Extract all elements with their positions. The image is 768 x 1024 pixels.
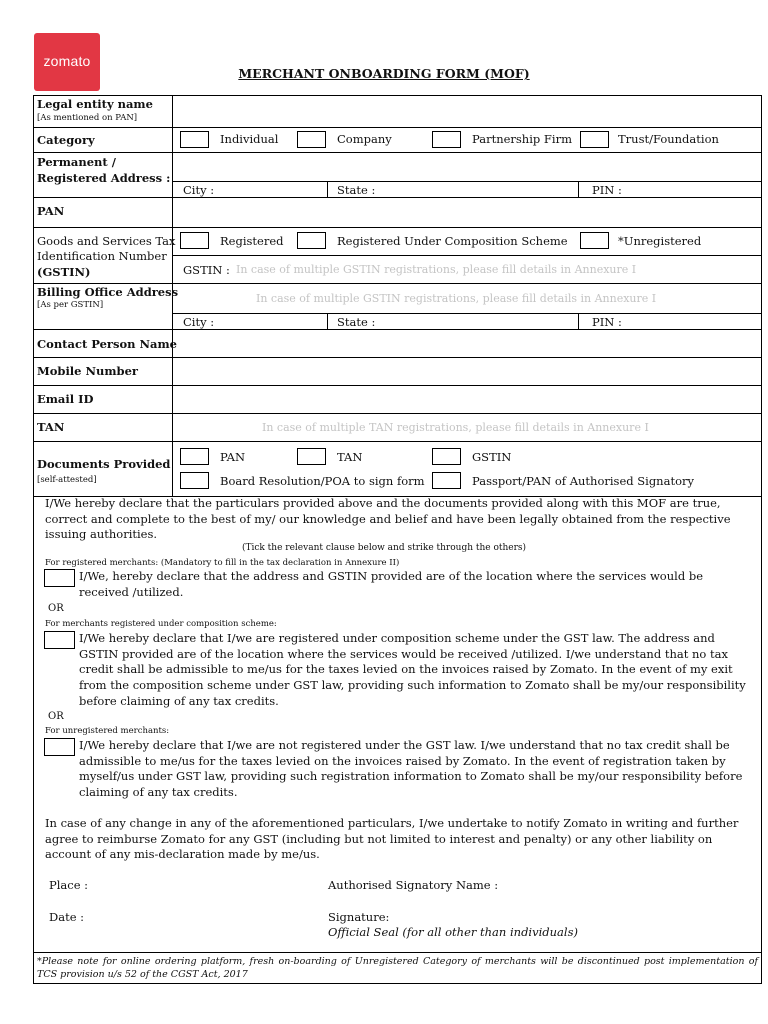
category-label: Category xyxy=(37,133,95,147)
tick-instruction: (Tick the relevant clause below and strike through the others) xyxy=(241,543,527,553)
official-seal-label: Official Seal (for all other than individuals) xyxy=(328,925,578,939)
email-field[interactable] xyxy=(174,387,760,411)
category-trust-checkbox[interactable] xyxy=(580,131,609,148)
email-label: Email ID xyxy=(37,392,94,406)
category-option-label: Individual xyxy=(220,132,279,146)
address-field[interactable] xyxy=(174,154,760,180)
address-cell-divider xyxy=(327,181,328,197)
address-label: Permanent / xyxy=(37,155,116,169)
address-cell-divider xyxy=(578,181,579,197)
category-partnership-checkbox[interactable] xyxy=(432,131,461,148)
gst-option-label: *Unregistered xyxy=(618,234,702,248)
gst-subrow-divider xyxy=(172,255,762,256)
declaration-intro: I/We hereby declare that the particulars provided above and the documents provided along with this MOF are true, correct and complete to the best of my/ our knowledge and belief and have been legally obtained from the respective issuing authorities. xyxy=(45,496,731,542)
row-divider xyxy=(33,227,762,228)
address-label: Registered Address : xyxy=(37,171,171,185)
pan-field[interactable] xyxy=(174,199,760,225)
billing-cell-divider xyxy=(327,313,328,329)
doc-passport-checkbox[interactable] xyxy=(432,472,461,489)
documents-sublabel: [self-attested] xyxy=(37,475,97,485)
gst-registered-checkbox[interactable] xyxy=(180,232,209,249)
pan-label: PAN xyxy=(37,204,65,218)
billing-label: Billing Office Address xyxy=(37,285,179,299)
gst-label: Identification Number xyxy=(37,249,167,263)
doc-gstin-checkbox[interactable] xyxy=(432,448,461,465)
doc-pan-checkbox[interactable] xyxy=(180,448,209,465)
footnote: *Please note for online ordering platform, fresh on-boarding of Unregistered Category of merchants will be discontinued post implementation of TCS provision u/s 52 of the CGST Act, 2017 xyxy=(37,956,758,980)
address-subrow-divider xyxy=(172,181,762,182)
row-divider xyxy=(33,385,762,386)
category-option-label: Partnership Firm xyxy=(472,132,572,146)
tan-input[interactable]: In case of multiple TAN registrations, please fill details in Annexure I xyxy=(262,421,649,434)
gst-composition-checkbox[interactable] xyxy=(297,232,326,249)
doc-option-label: Board Resolution/POA to sign form xyxy=(220,474,425,488)
address-state-label: State : xyxy=(337,183,376,197)
composition-declaration-checkbox[interactable] xyxy=(44,631,75,649)
gst-option-label: Registered xyxy=(220,234,284,248)
doc-tan-checkbox[interactable] xyxy=(297,448,326,465)
signatory-name-label: Authorised Signatory Name : xyxy=(328,878,499,892)
address-city-label: City : xyxy=(183,183,215,197)
contact-person-field[interactable] xyxy=(174,331,760,355)
row-divider xyxy=(33,152,762,153)
row-divider xyxy=(33,197,762,198)
zomato-logo: zomato xyxy=(34,33,100,91)
legal-entity-sublabel: [As mentioned on PAN] xyxy=(37,113,138,123)
row-divider xyxy=(33,441,762,442)
unregistered-declaration-text: I/We hereby declare that I/we are not registered under the GST law. I/we understand that no tax credit shall be admissible to me/us for the taxes levied on the invoices raised by Zomato. In the event of registration taken by myself/us under GST law, providing such registration information to Zomato shall be my/our responsibility before claiming of any tax credits. xyxy=(79,738,743,800)
gst-option-label: Registered Under Composition Scheme xyxy=(337,234,568,248)
billing-city-label: City : xyxy=(183,315,215,329)
billing-state-label: State : xyxy=(337,315,376,329)
category-option-label: Trust/Foundation xyxy=(618,132,719,146)
or-separator: OR xyxy=(48,711,64,722)
gst-label: Goods and Services Tax xyxy=(37,234,176,248)
category-option-label: Company xyxy=(337,132,392,146)
legal-entity-label: Legal entity name xyxy=(37,97,153,111)
billing-cell-divider xyxy=(578,313,579,329)
tan-label: TAN xyxy=(37,420,65,434)
documents-label: Documents Provided xyxy=(37,457,171,471)
unregistered-declaration-checkbox[interactable] xyxy=(44,738,75,756)
doc-option-label: Passport/PAN of Authorised Signatory xyxy=(472,474,694,488)
contact-person-label: Contact Person Name xyxy=(37,337,177,351)
composition-merchants-heading: For merchants registered under composition scheme: xyxy=(45,619,277,629)
date-label: Date : xyxy=(49,910,85,924)
billing-sublabel: [As per GSTIN] xyxy=(37,300,104,310)
doc-option-label: TAN xyxy=(337,450,363,464)
mobile-label: Mobile Number xyxy=(37,364,138,378)
category-company-checkbox[interactable] xyxy=(297,131,326,148)
doc-board-resolution-checkbox[interactable] xyxy=(180,472,209,489)
registered-merchants-heading: For registered merchants: (Mandatory to fill in the tax declaration in Annexure II) xyxy=(45,558,400,568)
billing-subrow-divider xyxy=(172,313,762,314)
composition-declaration-text: I/We hereby declare that I/we are registered under composition scheme under the GST law. The address and GSTIN provided are of the location where the services would be received /utilized. I/we understand that no tax credit shall be admissible to me/us for the taxes levied on the invoices raised by Zomato. In the event of my exit from the composition scheme under GST law, providing such information to Zomato shall be my/our responsibility before claiming of any tax credits. xyxy=(79,631,746,708)
registered-declaration-text: I/We, hereby declare that the address and GSTIN provided are of the location where the services would be received /utilized. xyxy=(79,569,703,599)
legal-entity-field[interactable] xyxy=(174,97,760,125)
row-divider xyxy=(33,413,762,414)
gst-label: (GSTIN) xyxy=(37,265,91,279)
footnote-divider xyxy=(33,952,762,953)
mobile-field[interactable] xyxy=(174,359,760,383)
form-title: MERCHANT ONBOARDING FORM (MOF) xyxy=(238,66,530,81)
registered-declaration-checkbox[interactable] xyxy=(44,569,75,587)
or-separator: OR xyxy=(48,603,64,614)
doc-option-label: PAN xyxy=(220,450,246,464)
billing-pin-label: PIN : xyxy=(592,315,622,329)
doc-option-label: GSTIN xyxy=(472,450,512,464)
address-pin-label: PIN : xyxy=(592,183,622,197)
row-divider xyxy=(33,283,762,284)
category-individual-checkbox[interactable] xyxy=(180,131,209,148)
unregistered-merchants-heading: For unregistered merchants: xyxy=(45,726,170,736)
place-label: Place : xyxy=(49,878,89,892)
gstin-input[interactable]: In case of multiple GSTIN registrations, please fill details in Annexure I xyxy=(236,263,637,276)
row-divider xyxy=(33,357,762,358)
gst-unregistered-checkbox[interactable] xyxy=(580,232,609,249)
billing-address-input[interactable]: In case of multiple GSTIN registrations, please fill details in Annexure I xyxy=(256,292,657,305)
row-divider xyxy=(33,329,762,330)
signature-label: Signature: xyxy=(328,910,390,924)
change-notification-text: In case of any change in any of the aforementioned particulars, I/we undertake to notify Zomato in writing and further agree to reimburse Zomato for any GST (including but not limited to interest and penalty) or any other liability on account of any mis-declaration made by me/us. xyxy=(45,816,739,862)
row-divider xyxy=(33,127,762,128)
gstin-label: GSTIN : xyxy=(183,263,230,277)
